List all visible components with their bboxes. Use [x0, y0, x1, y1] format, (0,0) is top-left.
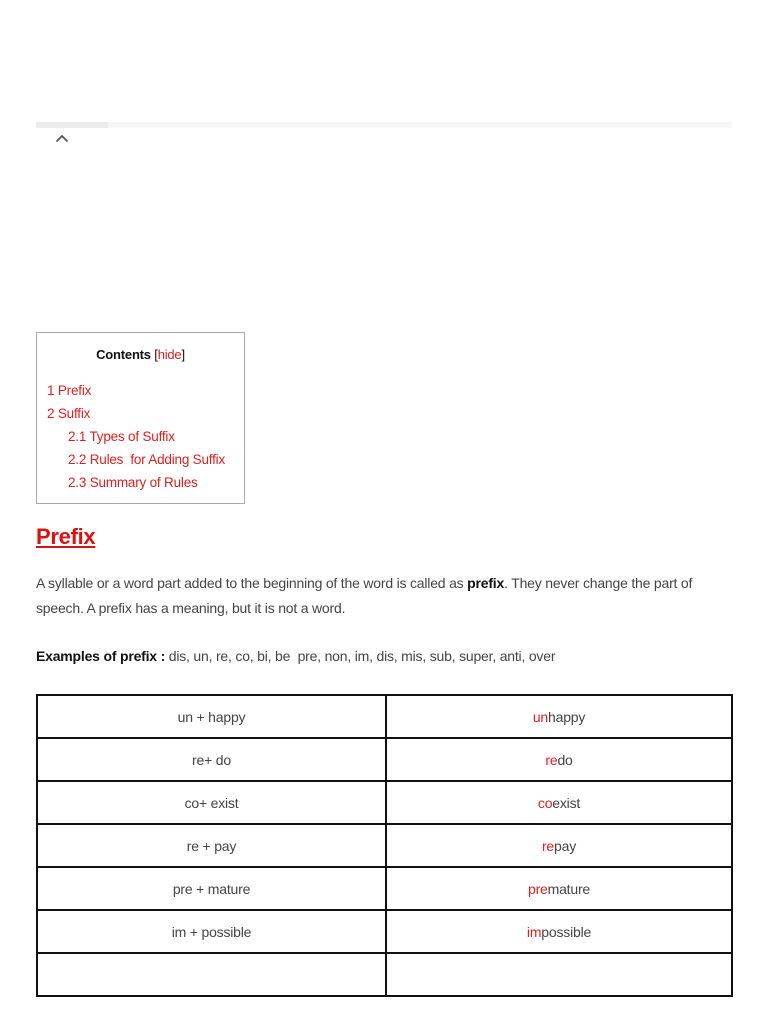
formula-cell — [37, 953, 386, 996]
table-row — [37, 738, 732, 781]
result-root: pay — [554, 837, 577, 854]
result-prefix: re — [545, 751, 558, 768]
result-prefix: im — [526, 923, 542, 940]
top-divider-bar — [36, 122, 732, 128]
result-root: happy — [548, 708, 586, 725]
toc-link-types-of-suffix[interactable]: 2.1 Types of Suffix — [68, 429, 175, 444]
result-prefix: pre — [527, 880, 548, 897]
table-row — [37, 910, 732, 953]
toc-link-prefix[interactable]: 1 Prefix — [47, 383, 92, 398]
paragraph-text-start: A syllable or a word part added to the beginning of the word is called as — [36, 575, 468, 591]
formula-cell: co+ exist — [37, 781, 386, 824]
examples-label: Examples of prefix : — [36, 648, 166, 664]
result-cell — [386, 824, 732, 867]
result-cell — [386, 953, 732, 996]
top-divider-segment — [36, 122, 108, 128]
toc-link-rules-for-adding-suffix[interactable]: 2.2 Rules for Adding Suffix — [68, 452, 225, 467]
paragraph-text-end: . They never change the part of speech. A prefix has a meaning, but it is not a word. — [36, 575, 693, 616]
prefix-examples-table — [36, 694, 733, 997]
toc-bracket-close: ] — [181, 347, 185, 362]
table-of-contents — [36, 332, 245, 504]
table-row — [37, 695, 732, 738]
result-cell — [386, 738, 732, 781]
formula-cell: re + pay — [37, 824, 386, 867]
formula-cell: pre + mature — [37, 867, 386, 910]
result-root: possible — [541, 923, 592, 940]
toc-bracket-open: [ — [154, 347, 158, 362]
result-cell — [386, 695, 732, 738]
formula-cell: re+ do — [37, 738, 386, 781]
result-prefix: re — [541, 837, 555, 854]
table-row — [37, 867, 732, 910]
result-root: do — [557, 751, 573, 768]
section-heading-prefix: Prefix — [36, 524, 96, 549]
toc-hide-link[interactable]: hide — [157, 347, 182, 362]
formula-cell: un + happy — [37, 695, 386, 738]
result-prefix: un — [532, 708, 549, 725]
prefix-definition-paragraph — [36, 571, 736, 621]
prefix-examples-line — [36, 645, 736, 667]
table-row — [37, 824, 732, 867]
result-root: exist — [552, 794, 581, 811]
chevron-up-icon[interactable] — [52, 130, 72, 146]
toc-header — [37, 347, 244, 362]
formula-cell: im + possible — [37, 910, 386, 953]
result-cell — [386, 867, 732, 910]
paragraph-bold-term: prefix — [467, 575, 505, 591]
examples-list: dis, un, re, co, bi, be pre, non, im, dis, mis, sub, super, anti, over — [165, 648, 556, 664]
result-cell — [386, 910, 732, 953]
table-row — [37, 781, 732, 824]
table-row — [37, 953, 732, 996]
result-cell — [386, 781, 732, 824]
result-root: mature — [547, 880, 590, 897]
toc-link-suffix[interactable]: 2 Suffix — [47, 406, 91, 421]
result-prefix: co — [537, 794, 553, 811]
toc-title: Contents — [96, 347, 151, 362]
toc-link-summary-of-rules[interactable]: 2.3 Summary of Rules — [68, 475, 198, 490]
